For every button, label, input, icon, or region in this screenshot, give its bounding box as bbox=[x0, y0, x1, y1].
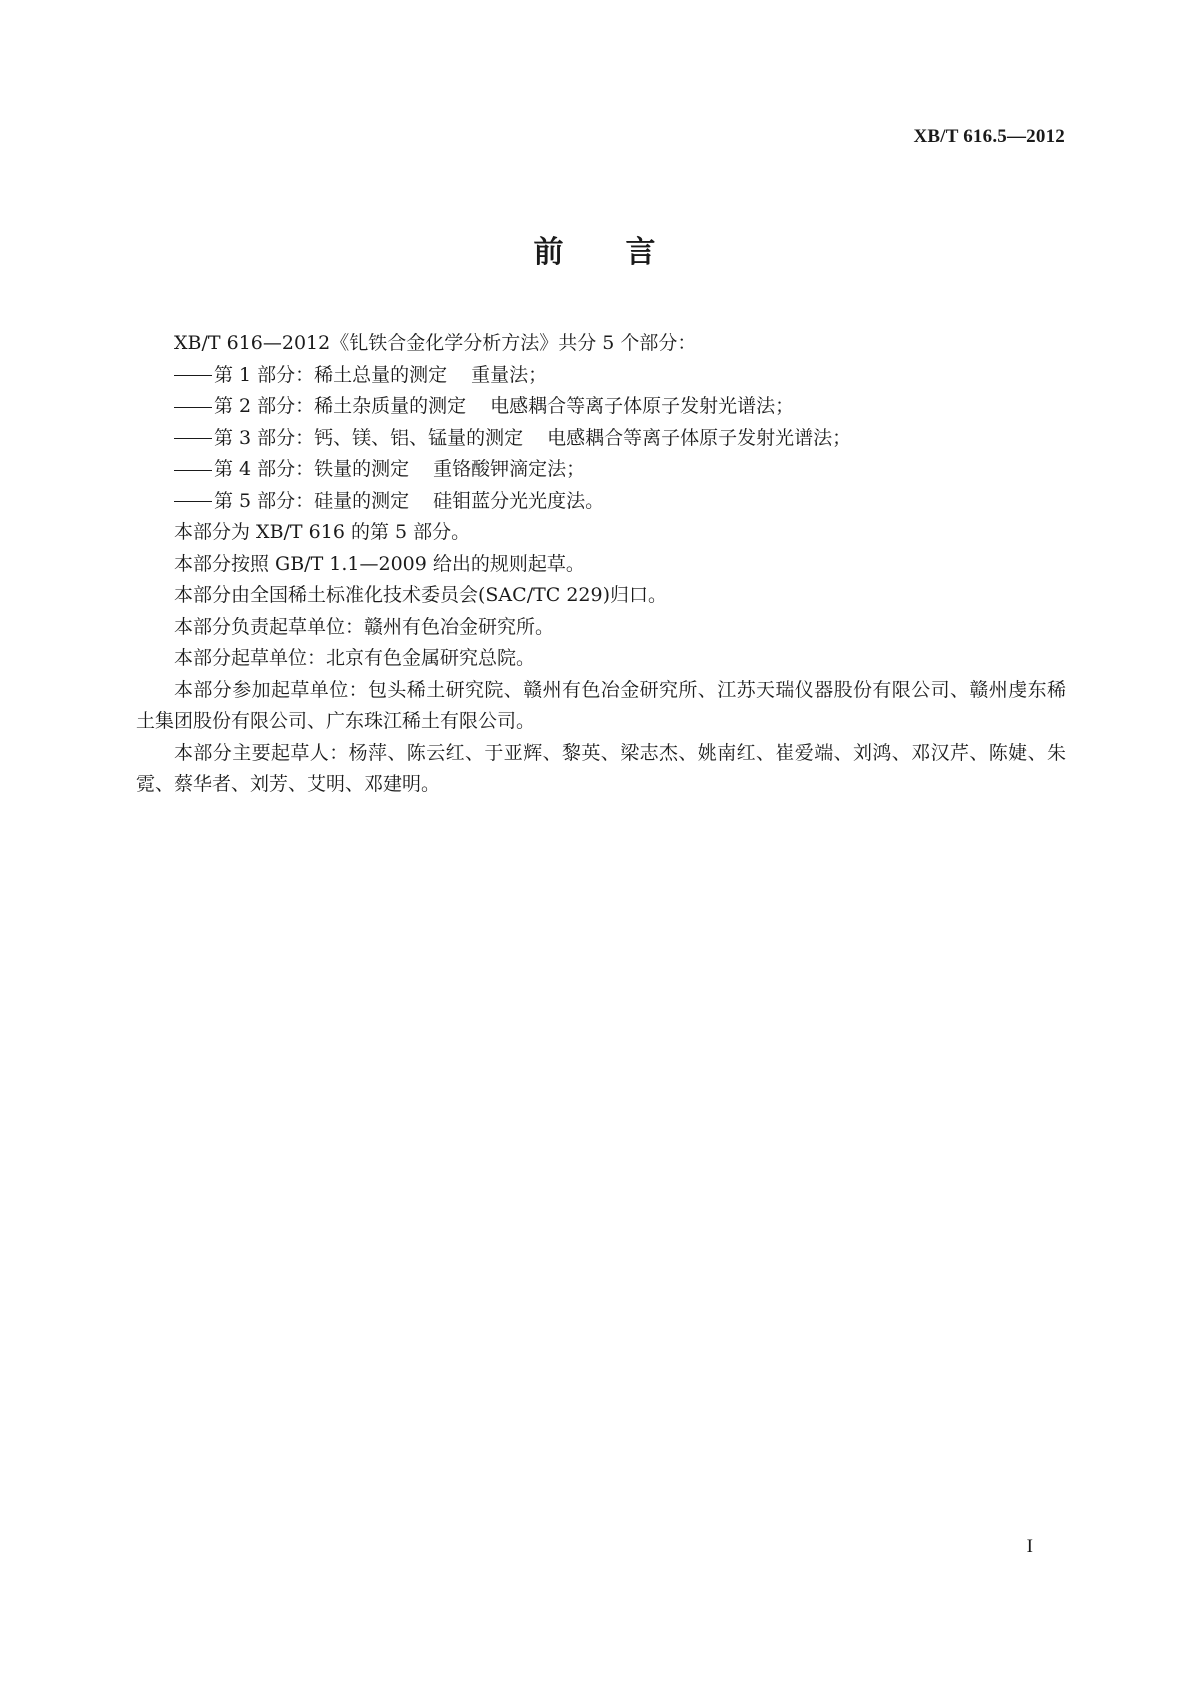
em-dash-marker bbox=[174, 407, 212, 408]
part-label: 第 1 部分：稀土总量的测定 bbox=[214, 363, 448, 386]
part-item-2 bbox=[136, 391, 1066, 423]
jurisdiction-statement: 本部分由全国稀土标准化技术委员会(SAC/TC 229)归口。 bbox=[174, 584, 668, 606]
page-title bbox=[0, 227, 1191, 271]
standard-code: XB/T 616.5—2012 bbox=[913, 126, 1065, 147]
em-dash-marker bbox=[174, 501, 212, 502]
em-dash-marker bbox=[174, 470, 212, 471]
part-method: 硅钼蓝分光光度法。 bbox=[433, 489, 605, 512]
drafting-rules-statement: 本部分按照 GB/T 1.1—2009 给出的规则起草。 bbox=[174, 552, 585, 575]
part-method: 电感耦合等离子体原子发射光谱法； bbox=[547, 426, 852, 449]
document-body bbox=[136, 328, 1066, 801]
title-char-2: 言 bbox=[625, 235, 658, 270]
part-method: 重铬酸钾滴定法； bbox=[433, 458, 586, 480]
part-label: 第 5 部分：硅量的测定 bbox=[214, 489, 410, 512]
intro-paragraph: XB/T 616—2012《钆铁合金化学分析方法》共分 5 个部分： bbox=[174, 332, 697, 354]
part-item-5 bbox=[136, 486, 1066, 518]
part-label: 第 2 部分：稀土杂质量的测定 bbox=[214, 395, 467, 417]
part-label: 第 3 部分：钙、镁、铝、锰量的测定 bbox=[214, 426, 524, 449]
part-method: 电感耦合等离子体原子发射光谱法； bbox=[490, 395, 795, 417]
part-item-1 bbox=[136, 360, 1066, 392]
responsible-unit-statement: 本部分负责起草单位：赣州有色冶金研究所。 bbox=[174, 615, 555, 638]
title-char-1: 前 bbox=[533, 235, 566, 270]
page-number: I bbox=[1026, 1536, 1033, 1557]
drafting-unit-statement: 本部分起草单位：北京有色金属研究总院。 bbox=[174, 647, 536, 669]
main-drafters-statement: 本部分主要起草人：杨萍、陈云红、于亚辉、黎英、梁志杰、姚南红、崔爱端、刘鸿、邓汉芹、陈婕、朱霓、蔡华者、刘芳、艾明、邓建明。 bbox=[136, 741, 1066, 795]
em-dash-marker bbox=[174, 375, 212, 376]
part-of-statement: 本部分为 XB/T 616 的第 5 部分。 bbox=[174, 521, 471, 543]
part-label: 第 4 部分：铁量的测定 bbox=[214, 458, 410, 480]
em-dash-marker bbox=[174, 438, 212, 439]
part-item-3 bbox=[136, 423, 1066, 455]
part-method: 重量法； bbox=[471, 363, 548, 386]
participating-units-statement: 本部分参加起草单位：包头稀土研究院、赣州有色冶金研究所、江苏天瑞仪器股份有限公司、赣州虔东稀土集团股份有限公司、广东珠江稀土有限公司。 bbox=[136, 678, 1066, 732]
part-item-4 bbox=[136, 454, 1066, 486]
